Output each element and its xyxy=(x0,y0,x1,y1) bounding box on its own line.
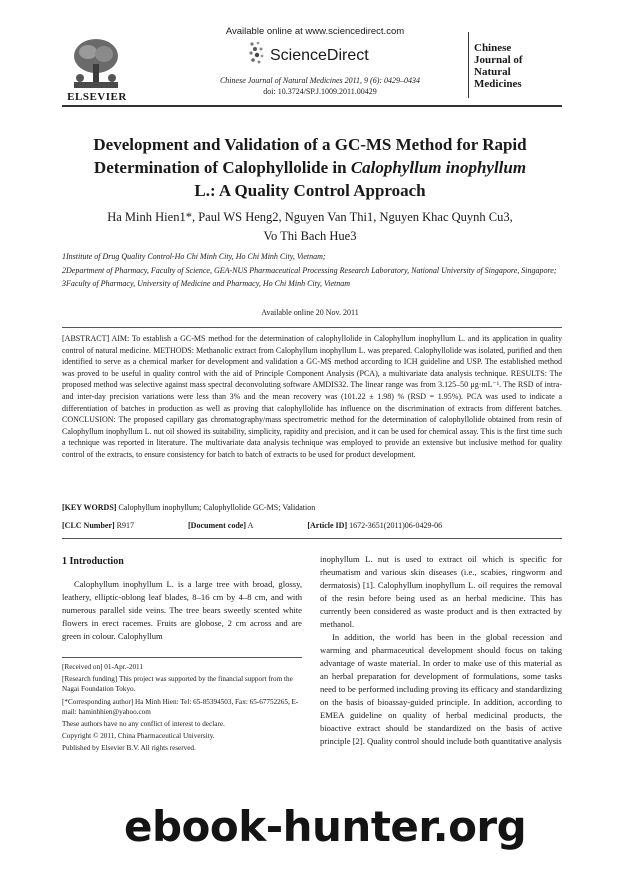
classification-line xyxy=(62,521,562,530)
available-online-text: Available online at www.sciencedirect.com xyxy=(225,26,405,37)
footnote-received: [Received on] 01-Apr.-2011 xyxy=(62,663,143,671)
articleid-label: [Article ID] xyxy=(307,521,348,530)
footnotes xyxy=(62,662,302,756)
authors-line: Ha Minh Hien1*, Paul WS Heng2, Nguyen Van Thi1, Nguyen Khac Quynh Cu3, xyxy=(107,210,513,224)
abstract-text: [ABSTRACT] AIM: To establish a GC-MS method for the determination of calophyllolide in Calophyllum inophyllum L. and its application in quality control of natural medicine. METHODS: Methanolic extract from Calophyllum inophyllum L. was prepared. Calophyllolide was isolated, purified and then identified to serve as a chemical marker for development and validation a GC-MS method according to ICH guideline and USP. The established method was proved to be useful in quality control with the aid of Principle Component Analysis (PCA), a multivariate data analysis technique. RESULTS: The proposed method was selective against mass spectral deconvoluting software AMDIS32. The linear range was from 3.125–50 μg·mL⁻¹. The RSD of intra-and inter-day precision variations were less than 3% and the mean recovery was (101.22 ± 1.98) % (RSD = 1.95%). PCA was used to indicate a differentiation of batches in production as well as proving that calophyllolide has influence on the discrimination of extracts from different batches. CONCLUSION: The proposed capillary gas chromatography/mass spectrometric method for the determination of calophyllolide obtained from resin of Calophyllum inophyllum L. nut oil showed its suitability, simplicity, rapidity and precision, and it can be used for chemical assay. This is the first time such a technique was reported in literature. The multivariate data analysis technique was employed to provide an extensive but inclusive method for quality control of the extracts, to ensure consistency for batch to batch of extracts to be used for product development. xyxy=(62,334,562,459)
footnote-copyright: Copyright © 2011, China Pharmaceutical University. xyxy=(62,732,215,741)
elsevier-tree-logo xyxy=(68,34,124,94)
title-text: Determination of Calophyllolide in xyxy=(93,158,351,177)
article-title xyxy=(55,133,565,202)
body-paragraph: In addition, the world has been in the global recession and warming and pharmaceutical development should focus on taking advantage of waste material. In order to make use of this material as an herbal preparation for development of formulations, some tasks need to be performed including proving its efficacy and standardizing on the basis of bioassay-guided principle. In addition, according to EMEA guideline on quality of herbal medicinal products, the bioactive extract should be standardized on the basis of active principle [2]. Quality control should include both quantitative analysis xyxy=(320,632,562,746)
journal-title-line: Natural xyxy=(474,66,511,78)
doccode-group xyxy=(188,521,279,530)
clc-value: R917 xyxy=(116,521,135,530)
footnote-funding: [Research funding] This project was supported by the financial support from the Nagai Foundation Tokyo. xyxy=(62,675,293,694)
title-line xyxy=(55,156,565,179)
body-paragraph: inophyllum L. nut is used to extract oil which is specific for rheumatism and various skin diseases (i.e., scabies, ringworm and dermatosis) [1]. Calophyllum inophyllum L. oil requires the removal of the resin before being used as an herbal medicine. This has currently been considered as waste product and is then extracted by methanol. xyxy=(320,554,562,629)
footnote-rule xyxy=(62,657,302,658)
sciencedirect-logo-text: ScienceDirect xyxy=(270,47,369,64)
footnote-published: Published by Elsevier B.V. All rights reserved. xyxy=(62,744,196,753)
footnote-conflict: These authors have no any conflict of interest to declare. xyxy=(62,720,225,729)
clc-group xyxy=(62,521,160,530)
watermark-text: ebook-hunter.org xyxy=(124,802,527,851)
title-line: Development and Validation of a GC-MS Method for Rapid xyxy=(93,135,527,154)
keywords-value: Calophyllum inophyllum; Calophyllolide GC-MS; Validation xyxy=(118,503,316,512)
journal-citation: Chinese Journal of Natural Medicines 2011, 9 (6): 0429–0434 xyxy=(219,76,421,85)
keywords-line xyxy=(62,503,562,512)
abstract-rule-bottom xyxy=(62,538,562,539)
authors-line: Vo Thi Bach Hue3 xyxy=(263,229,357,243)
keywords-label: [KEY WORDS] xyxy=(62,503,117,512)
right-column xyxy=(320,553,562,748)
header-rule xyxy=(62,105,562,107)
footnote-corresponding: [*Corresponding author] Ha Minh Hien: Tel: 65-85394503, Fax: 65-67752265, E-mail: haminhhien@yahoo.com xyxy=(62,697,299,716)
title-species-name: Calophyllum inophyllum xyxy=(350,158,527,177)
affiliations xyxy=(62,252,562,293)
articleid-value: 1672-3651(2011)06-0429-06 xyxy=(349,521,443,530)
body-paragraph: Calophyllum inophyllum L. is a large tree with broad, glossy, leathery, elliptic-oblong leaf blades, 8–16 cm by 4–8 cm, and with numerous parallel side veins. The tree bears sweetly scented white flowers in erect racemes. Fruits are globose, 2 cm across and are green in colour. Calophyllum xyxy=(62,579,302,641)
affiliation: 2Department of Pharmacy, Faculty of Science, GEA-NUS Pharmaceutical Processing Research Laboratory, National University of Singapore, Singapore; xyxy=(62,265,557,275)
doccode-value: A xyxy=(247,521,254,530)
journal-title-line: Medicines xyxy=(474,78,522,90)
abstract-rule-top xyxy=(62,327,562,328)
affiliation: 3Faculty of Pharmacy, University of Medicine and Pharmacy, Ho Chi Minh City, Vietnam xyxy=(62,279,351,288)
left-column xyxy=(62,578,302,643)
header-divider xyxy=(468,32,469,98)
journal-title-block xyxy=(474,42,564,90)
sciencedirect-dots-icon xyxy=(248,40,264,66)
affiliation: 1Institute of Drug Quality Control-Ho Chi Minh City, Ho Chi Minh City, Vietnam; xyxy=(62,252,326,261)
publisher-name: ELSEVIER xyxy=(67,91,127,103)
journal-title-line: Journal of xyxy=(474,54,523,66)
title-line: L.: A Quality Control Approach xyxy=(194,181,426,200)
clc-label: [CLC Number] xyxy=(62,521,115,530)
articleid-group xyxy=(307,521,468,530)
available-online-date: Available online 20 Nov. 2011 xyxy=(261,308,359,317)
doi-text: doi: 10.3724/SP.J.1009.2011.00429 xyxy=(263,87,377,96)
section-heading-introduction: 1 Introduction xyxy=(62,556,124,567)
doccode-label: [Document code] xyxy=(188,521,246,530)
journal-title-line: Chinese xyxy=(474,42,512,54)
author-list xyxy=(80,208,540,246)
